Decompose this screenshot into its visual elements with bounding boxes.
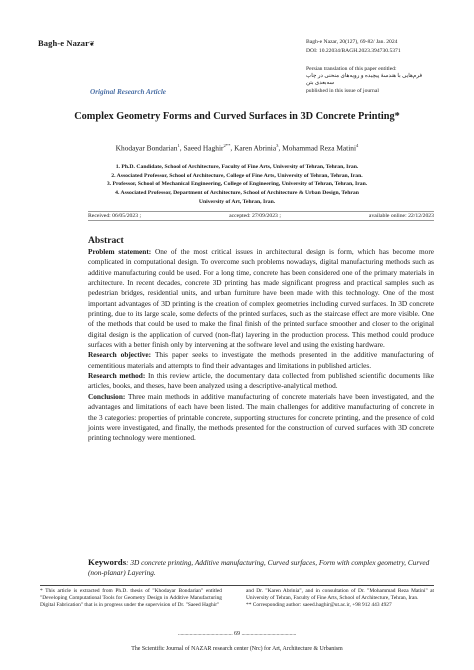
- author-affiliation-mark: 4: [356, 143, 359, 148]
- abstract-heading: Abstract: [88, 235, 124, 246]
- section-text: Three main methods in additive manufacturing of concrete materials have been investigated, and the advantages and limitations of each have been listed. The main challenges for additive manufacturing of concrete in the 3 categories: properties of printable concrete, supporting structures for concrete printing, and the presence of cold joints were investigated, and finally, the methods presented for the construction of curved surfaces with 3D concrete printing technology were mentioned.: [88, 391, 434, 443]
- available-online-date: available online: 22/12/2023: [368, 213, 434, 219]
- journal-logo: [38, 38, 95, 48]
- author-name: Saeed Haghir: [183, 143, 224, 153]
- author-affiliation-mark: 2**: [223, 143, 231, 148]
- section-label: Research objective:: [88, 350, 152, 360]
- persian-title: فرم‌هایی با هندسهٔ پیچیده و رویه‌های منحنی در چاپ سه‌بعدی بتن: [306, 73, 423, 87]
- accepted-date: accepted: 27/09/2023 ;: [229, 213, 281, 219]
- affiliation: 3. Professor, School of Mechanical Engineering, College of Engineering, University of Tehran, Tehran, Iran.: [106, 181, 368, 188]
- affiliation: 1. Ph.D. Candidate, School of Architecture, Faculty of Fine Arts, University of Tehran, Tehran, Iran.: [115, 164, 359, 170]
- persian-translation-note: [306, 66, 436, 95]
- paper-title: Complex Geometry Forms and Curved Surfaces in 3D Concrete Printing*: [74, 111, 400, 122]
- journal-logo-mark: ❦: [89, 40, 95, 48]
- author-name: Khodayar Bondarian: [115, 143, 178, 153]
- corresponding-author: ** Corresponding author: saeed.haghir@ut.ac.ir, +98 912 443 4927: [246, 602, 392, 609]
- journal-footer: The Scientific Journal of NAZAR research center (Nrc) for Art, Architecture & Urbanism: [131, 646, 343, 652]
- affiliations: [40, 163, 434, 207]
- keywords-label: Keywords: [88, 557, 127, 567]
- section-text: This paper seeks to investigate the methods presented in the additive manufacturing of cementitious materials and attempts to find their advantages and limitations in published articles.: [88, 350, 434, 370]
- page-number-row: [160, 631, 314, 637]
- author-affiliation-mark: 3: [276, 143, 279, 148]
- article-dates: [88, 211, 434, 221]
- author-name: Mohammad Reza Matini: [282, 143, 357, 153]
- persian-note-intro: Persian translation of this paper entitled:: [306, 66, 397, 72]
- section-text: One of the most critical issues in architectural design is form, which has become more complicated in computational design. To overcome such problems nowadays, digital manufacturing methods such as additive manufacturing could be used. For a long time, concrete has been considered one of the primary materials in architecture. In recent decades, concrete 3D printing has made significant progress and practical samples such as pedestrian bridges, residential units, and urban furniture have been made with this technology. One of the most important advantages of 3D printing is the creation of complex geometries including curved surfaces. In 3D concrete printing, due to its large scale, some defects of the printed surfaces, such as the staircase effect are more visible. One of the methods that could be used to make the final finish of the printed surface smoother and closer to the original digital design is the application of curved (non-flat) layering in the production process. This method could produce surfaces with a better finish only by intervening at the software level and using the existing hardware.: [88, 247, 434, 350]
- citation: Bagh-e Nazar, 20(127), 69-82/ Jan. 2024: [306, 39, 398, 45]
- affiliation: 2. Associated Professor, School of Architecture, College of Fine Arts, University of Tehran, Tehran, Iran.: [111, 172, 363, 179]
- header-meta: [306, 38, 436, 55]
- footnote-continuation-text: and Dr. "Karen Abrinia", and in consultation of Dr. "Mohammad Reza Matini" at University of Tehran, Faculty of Fine Arts, School of Architecture, Tehran, Iran.: [246, 588, 434, 602]
- article-type: Original Research Article: [90, 88, 167, 96]
- author-list: Khodayar Bondarian$^1$, Saeed Haghir$^{2**}$, Karen Abrinia$^3$, Mohammad Reza Matini$^4$: [115, 143, 359, 153]
- section-text: In this review article, the documentary data collected from published scientific documents like articles, books, and theses, have been analyzed using a descriptive-analytical method.: [88, 371, 435, 391]
- abstract-body: [88, 247, 434, 444]
- leader-dots: ..........................................: [177, 631, 233, 637]
- footnote-thesis: * This article is extracted from Ph.D. thesis of "Khodayar Bondarian" entitled "Developing Computational Tools for Geometry Design in Additive Manufacturing Digital Fabrication" that is in progress under the supervision of Dr. "Saeed Haghir": [40, 588, 222, 609]
- journal-logo-text: Bagh-e Nazar: [38, 38, 90, 48]
- footnote-divider: [40, 585, 434, 586]
- affiliation: 4. Associated Professor, Department of Architecture, School of Architecture & Urban Design, Tehran: [115, 190, 359, 197]
- persian-note-end: published in this issue of journal: [306, 87, 379, 94]
- section-label: Research method:: [88, 371, 146, 381]
- abstract-research-objective: [88, 350, 434, 371]
- affiliation: University of Art, Tehran, Iran.: [198, 198, 276, 205]
- author-name: Karen Abrinia: [234, 143, 277, 153]
- leader-dots: ..........................................: [241, 631, 297, 637]
- section-label: Conclusion:: [88, 391, 126, 401]
- keywords-text: : 3D concrete printing, Additive manufacturing, Curved surfaces, Form with complex geometry, Curved (non-planar) Layering.: [88, 558, 430, 578]
- keywords: [88, 557, 434, 579]
- doi: DOI: 10.22034/BAGH.2023.394730.5371: [306, 47, 401, 54]
- received-date: Received: 06/05/2023 ;: [88, 213, 142, 219]
- abstract-conclusion: [88, 392, 434, 444]
- section-label: Problem statement:: [88, 247, 152, 256]
- abstract-problem-statement: [88, 247, 434, 350]
- page-number: 69: [234, 631, 240, 637]
- author-affiliation-mark: 1: [177, 143, 180, 148]
- footnote-continuation: [246, 588, 434, 609]
- abstract-research-method: [88, 371, 434, 392]
